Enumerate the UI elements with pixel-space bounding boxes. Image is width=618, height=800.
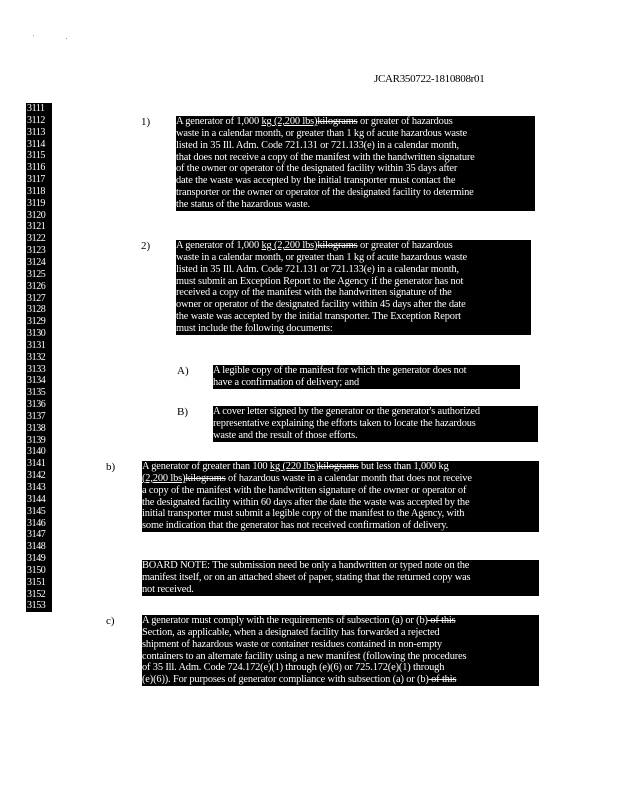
item-c-last-line: (e)(6)). For purposes of generator compliance with subsection (a) or (b) of this [142,674,457,686]
sub-b-label: B) [177,406,188,418]
line-number: 3120 [27,209,46,221]
line-number: 3151 [27,576,46,588]
text-line: the waste was accepted by the initial transporter. The Exception Report [176,311,461,323]
line-number: 3152 [27,588,46,600]
line-number: 3127 [27,292,46,304]
item-1-line-1: A generator of 1,000 kg (2,200 lbs)kilograms or greater of hazardous [176,116,453,127]
line-number: 3133 [27,363,46,375]
line-number: 3135 [27,387,46,399]
text-line: containers to an alternate facility using a new manifest (following the procedures [142,650,467,662]
text-line: waste in a calendar month, or greater than 1 kg of acute hazardous waste [176,127,467,139]
line-number: 3119 [27,197,46,209]
text-line: owner or operator of the designated facility within 45 days after the date [176,299,466,311]
line-number: 3139 [27,434,46,446]
item-1-label: 1) [141,116,151,128]
line-number: 3146 [27,517,46,529]
line-number: 3112 [27,114,46,126]
text-line: some indication that the generator has not received confirmation of delivery. [142,520,449,532]
line-number: 3129 [27,316,46,328]
text-line: the status of the hazardous waste. [176,198,310,210]
item-b-label: b) [106,461,116,473]
line-number: 3122 [27,233,46,245]
item-1-text [176,116,535,211]
scan-speck [33,35,34,36]
line-number-gutter [26,103,52,612]
line-number: 3150 [27,564,46,576]
line-number: 3134 [27,375,46,387]
text-line: the designated facility within 60 days after the date the waste was accepted by the [142,496,470,508]
text-line: received a copy of the manifest with the handwritten signature of the [176,287,452,299]
text-line: waste and the result of those efforts. [213,429,358,441]
text-line: listed in 35 Ill. Adm. Code 721.131 or 721.133(e) in a calendar month, [176,139,459,151]
text-line: Section, as applicable, when a designated facility has forwarded a rejected [142,626,440,638]
sub-a-text [213,365,520,389]
line-number: 3128 [27,304,46,316]
text-line: a copy of the manifest with the handwritten signature of the owner or operator of [142,484,467,496]
line-number: 3145 [27,505,46,517]
line-number: 3124 [27,256,46,268]
text-line: A cover letter signed by the generator or the generator's authorized [213,406,480,417]
text-line: must include the following documents: [176,322,333,334]
item-c-line-1: A generator must comply with the requirements of subsection (a) or (b) of this [142,615,456,626]
text-line: of the owner or operator of the designated facility within 35 days after [176,163,458,175]
line-number: 3123 [27,245,46,257]
line-number: 3141 [27,458,46,470]
item-2-text [176,240,531,335]
line-number: 3149 [27,553,46,565]
line-number: 3130 [27,328,46,340]
line-number: 3140 [27,446,46,458]
item-2-line-1: A generator of 1,000 kg (2,200 lbs)kilograms or greater of hazardous [176,240,453,251]
line-number: 3137 [27,410,46,422]
item-b-line-2: (2,200 lbs)kilograms of hazardous waste in a calendar month that does not receive [142,472,472,484]
line-number: 3132 [27,351,46,363]
text-line: waste in a calendar month, or greater than 1 kg of acute hazardous waste [176,251,467,263]
line-number: 3142 [27,470,46,482]
item-c-label: c) [106,615,115,627]
text-line: initial transporter must submit a legible copy of the manifest to the Agency, with [142,508,465,520]
line-number: 3125 [27,268,46,280]
line-number: 3113 [27,126,46,138]
text-line: not received. [142,583,194,595]
line-number: 3131 [27,339,46,351]
text-line: that does not receive a copy of the manifest with the handwritten signature [176,151,475,163]
line-number: 3116 [27,162,46,174]
text-line: must submit an Exception Report to the Agency if the generator has not [176,275,464,287]
line-number: 3148 [27,541,46,553]
text-line: have a confirmation of delivery; and [213,376,360,388]
line-number: 3144 [27,493,46,505]
item-b-text [142,461,539,532]
line-number: 3111 [27,103,45,114]
board-note [142,560,539,596]
line-number: 3117 [27,174,46,186]
scan-speck [66,38,67,39]
text-line: manifest itself, or on an attached sheet of paper, stating that the returned copy was [142,571,471,583]
text-line: transporter or the owner or operator of the designated facility to determine [176,187,474,199]
line-number: 3147 [27,529,46,541]
line-number: 3114 [27,138,46,150]
line-number: 3118 [27,185,46,197]
item-b-line-1: A generator of greater than 100 kg (220 lbs)kilograms but less than 1,000 kg [142,461,449,472]
line-number: 3153 [27,600,46,612]
item-2-label: 2) [141,240,151,252]
line-number: 3136 [27,399,46,411]
line-number: 3138 [27,422,46,434]
text-line: of 35 Ill. Adm. Code 724.172(e)(1) through (e)(6) or 725.172(e)(1) through [142,662,445,674]
item-c-text [142,615,539,686]
text-line: date the waste was accepted by the initial transporter must contact the [176,175,456,187]
text-line: listed in 35 Ill. Adm. Code 721.131 or 721.133(e) in a calendar month, [176,263,459,275]
line-number: 3121 [27,221,46,233]
text-line: shipment of hazardous waste or container residues contained in non-empty [142,638,442,650]
document-id: JCAR350722-1810808r01 [374,73,485,85]
sub-b-text [213,406,538,442]
line-number: 3126 [27,280,46,292]
line-number: 3143 [27,482,46,493]
line-number: 3115 [27,150,46,162]
sub-a-label: A) [177,365,189,377]
text-line: BOARD NOTE: The submission need be only a handwritten or typed note on the [142,560,470,571]
text-line: representative explaining the efforts taken to locate the hazardous [213,417,476,429]
text-line: A legible copy of the manifest for which the generator does not [213,365,467,376]
